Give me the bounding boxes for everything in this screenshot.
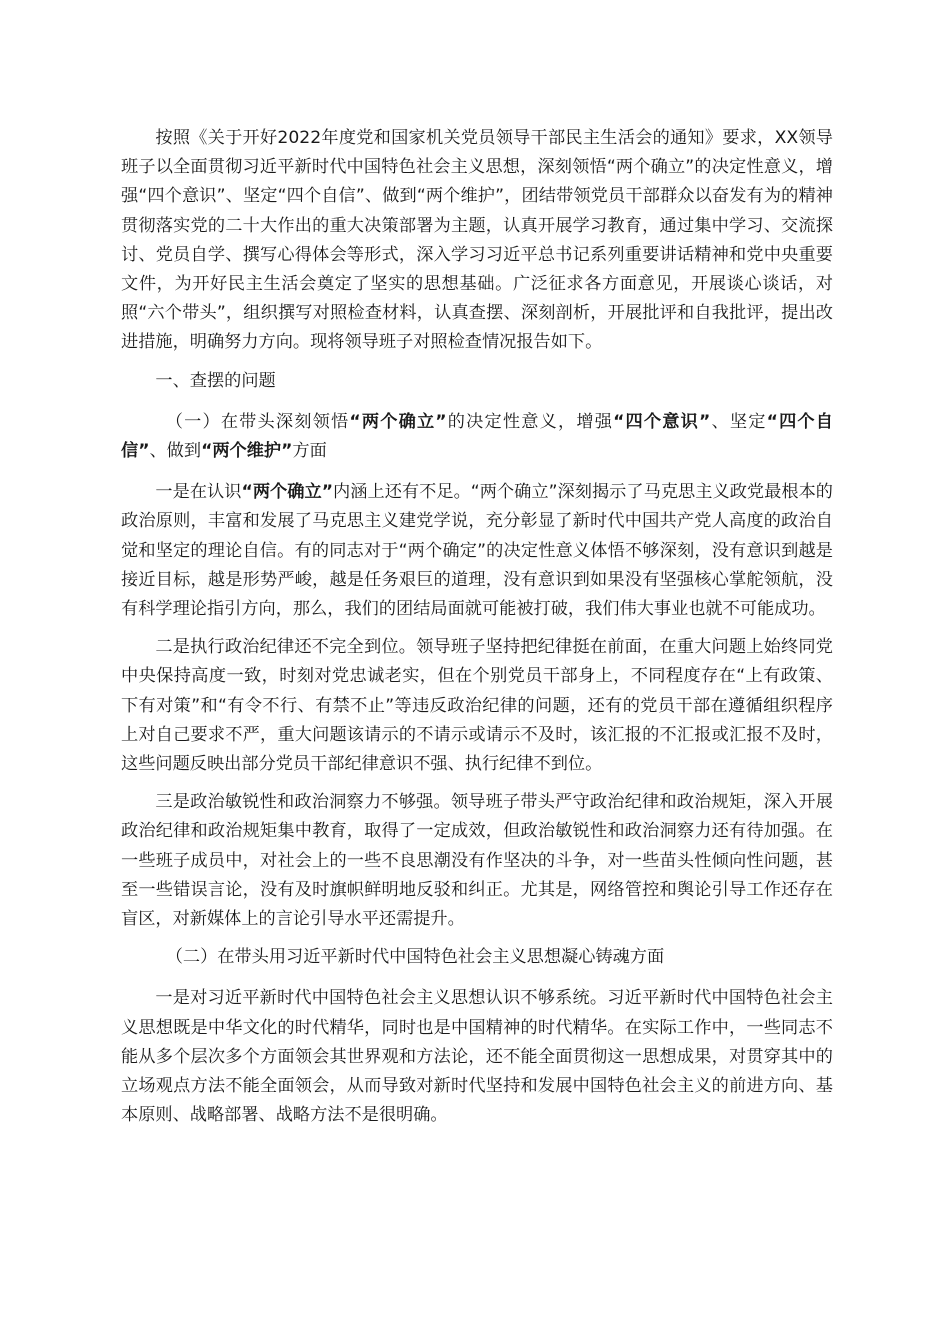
paragraph-political-sensitivity: 三是政治敏锐性和政治洞察力不够强。领导班子带头严守政治纪律和政治规矩，深入开展政治纪律和政治规矩集中教育，取得了一定成效，但政治敏锐性和政治洞察力还有待加强。在一些班子成员中，对社会上的一些不良思潮没有作坚决的斗争，对一些苗头性倾向性问题，甚至一些错误言论，没有及时旗帜鲜明地反驳和纠正。尤其是，网络管控和舆论引导工作还存在盲区，对新媒体上的言论引导水平还需提升。: [121, 792, 833, 930]
paragraph-two-establishments: [121, 478, 833, 624]
sub1-part-b: “两个确立”: [349, 411, 447, 432]
sub1-part-h: “两个维护”: [201, 441, 293, 462]
p1-part-c: 内涵上还有不足。“两个确立”深刻揭示了马克思主义政党最根本的政治原则，丰富和发展了马克思主义建党学说，充分彰显了新时代中国共产党人高度的政治自觉和坚定的理论自信。有的同志对于“两个确定”的决定性意义体悟不够深刻，没有意识到越是接近目标，越是形势严峻，越是任务艰巨的道理，没有意识到如果没有坚强核心掌舵领航，没有科学理论指引方向，那么，我们的团结局面就可能被打破，我们伟大事业也就不可能成功。: [121, 482, 833, 620]
document-page: [121, 124, 833, 1140]
sub1-part-f: “四个自信”: [121, 411, 833, 462]
section-heading-problems: 一、查摆的问题: [155, 370, 276, 391]
sub1-part-c: 的决定性意义，增强: [446, 411, 614, 432]
intro-paragraph: 按照《关于开好2022年度党和国家机关党员领导干部民主生活会的通知》要求，XX领导班子以全面贯彻习近平新时代中国特色社会主义思想，深刻领悟“两个确立”的决定性意义，增强“四个意识”、坚定“四个自信”、做到“两个维护”，团结带领党员干部群众以奋发有为的精神贯彻落实党的二十大作出的重大决策部署为主题，认真开展学习教育，通过集中学习、交流探讨、党员自学、撰写心得体会等形式，深入学习习近平总书记系列重要讲话精神和党中央重要文件，为开好民主生活会奠定了坚实的思想基础。广泛征求各方面意见，开展谈心谈话，对照“六个带头”，组织撰写对照检查材料，认真查摆、深刻剖析，开展批评和自我批评，提出改进措施，明确努力方向。现将领导班子对照检查情况报告如下。: [121, 128, 833, 353]
subsection-heading-2: （二）在带头用习近平新时代中国特色社会主义思想凝心铸魂方面: [165, 947, 665, 968]
sub1-part-i: 方面: [292, 441, 327, 462]
paragraph-political-discipline: 二是执行政治纪律还不完全到位。领导班子坚持把纪律挺在前面，在重大问题上始终同党中央保持高度一致，时刻对党忠诚老实，但在个别党员干部身上，不同程度存在“上有政策、下有对策”和“有令不行、有禁不止”等违反政治纪律的问题，还有的党员干部在遵循组织程序上对自己要求不严，重大问题该请示的不请示或请示不及时，该汇报的不汇报或汇报不及时，这些问题反映出部分党员干部纪律意识不强、执行纪律不到位。: [121, 637, 833, 775]
sub1-part-a: （一）在带头深刻领悟: [165, 411, 350, 432]
sub1-part-d: “四个意识”: [613, 411, 711, 432]
subsection-heading-1: [121, 408, 833, 466]
sub1-part-g: 、做到: [149, 441, 202, 462]
sub1-part-e: 、坚定: [710, 411, 767, 432]
paragraph-thought-understanding: 一是对习近平新时代中国特色社会主义思想认识不够系统。习近平新时代中国特色社会主义思想既是中华文化的时代精华，同时也是中国精神的时代精华。在实际工作中，一些同志不能从多个层次多个方面领会其世界观和方法论，还不能全面贯彻这一思想成果，对贯穿其中的立场观点方法不能全面领会，从而导致对新时代坚持和发展中国特色社会主义的前进方向、基本原则、战略部署、战略方法不是很明确。: [121, 988, 833, 1126]
p1-part-a: 一是在认识: [155, 482, 242, 503]
p1-part-b: “两个确立”: [241, 482, 333, 503]
